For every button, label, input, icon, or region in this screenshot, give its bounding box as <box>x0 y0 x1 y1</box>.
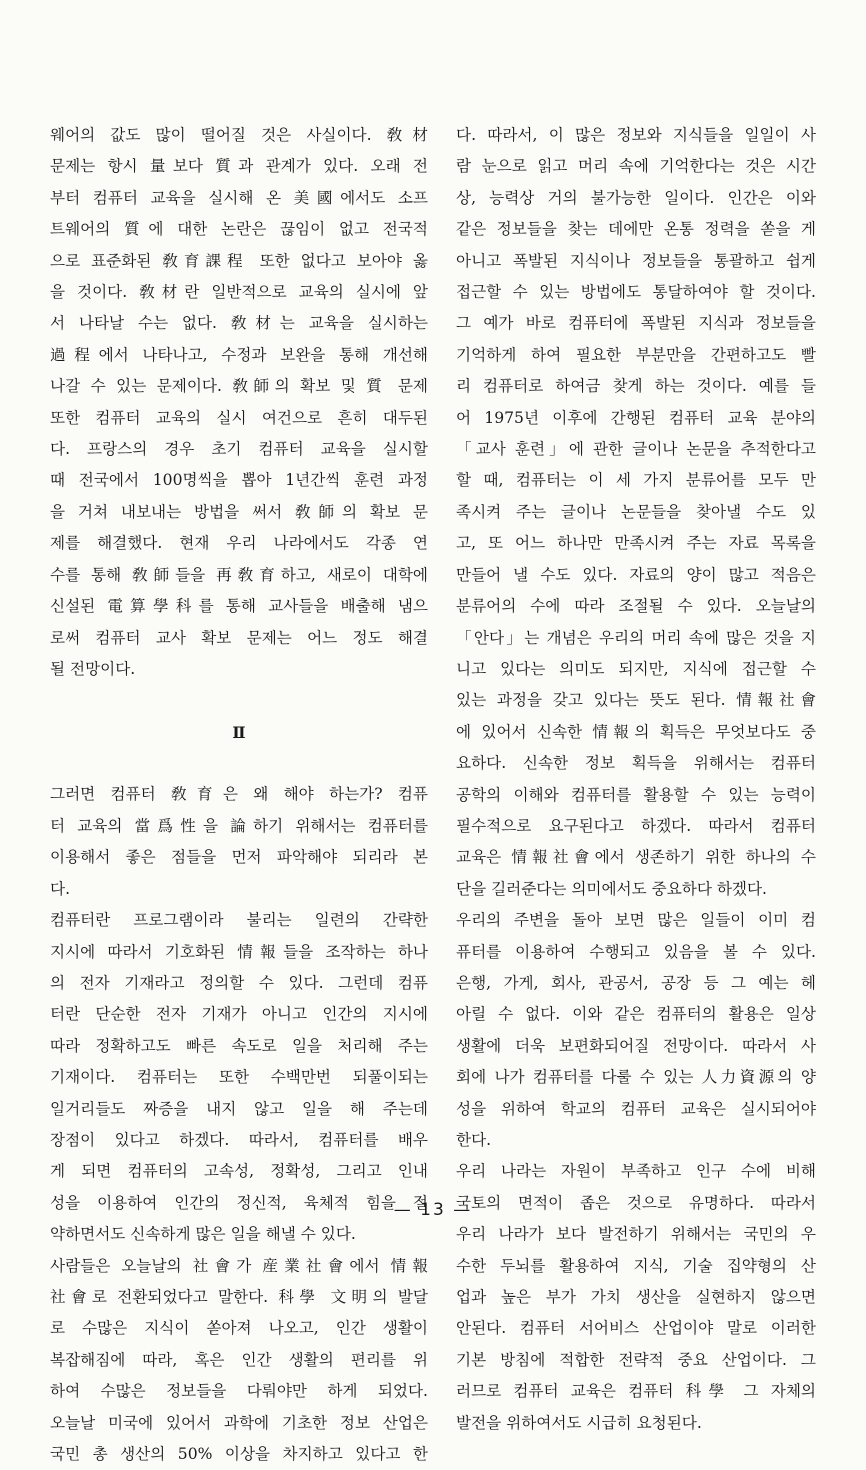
paragraph <box>50 120 428 685</box>
text-line: 분류어의 수에 따라 조절될 수 있다. 오늘날의 <box>456 597 816 616</box>
text-line: 의 전자 기재라고 정의할 수 있다. 그런데 컴퓨 <box>50 973 428 992</box>
text-line: 문제는 항시 量보다 質과 관계가 있다. 오래 전 <box>50 157 428 176</box>
text-line: 만들어 낼 수도 있다. 자료의 양이 많고 적음은 <box>456 565 816 584</box>
text-line: 社會로 전환되었다고 말한다. 科學 文明의 발달 <box>50 1287 428 1306</box>
text-line: 업과 높은 부가 가치 생산을 실현하지 않으면 <box>456 1288 816 1307</box>
text-line: 過程에서 나타나고, 수정과 보완을 통해 개선해 <box>50 345 428 364</box>
text-line: 회에 나가 컴퓨터를 다룰 수 있는 人力資源의 양 <box>456 1068 816 1087</box>
text-line: 교육은 情報社會에서 생존하기 위한 하나의 수 <box>456 848 816 867</box>
text-line: 신설된 電算學科를 통해 교사들을 배출해 냄으 <box>50 597 428 616</box>
text-line: 성을 이용하여 인간의 정신적, 육체적 힘을 절 <box>50 1193 428 1212</box>
page-number: — 13 — <box>393 1200 473 1220</box>
text-line: 때 전국에서 100명씩을 뽑아 1년간씩 훈련 과정 <box>50 471 428 490</box>
text-line: 다. 따라서, 이 많은 정보와 지식들을 일일이 사 <box>456 126 816 144</box>
text-line: 사람들은 오늘날의 社會가 産業社會에서 情報 <box>50 1256 428 1275</box>
text-line: 서 나타날 수는 없다. 敎材는 교육을 실시하는 <box>50 314 428 333</box>
text-line: 지시에 따라서 기호화된 情報들을 조작하는 하나 <box>50 942 428 961</box>
text-line: 접근할 수 있는 방법에도 통달하여야 할 것이다. <box>456 283 816 302</box>
text-line: 같은 정보들을 찾는 데에만 온통 정력을 쏟을 게 <box>456 220 816 239</box>
right-column <box>456 120 816 1439</box>
text-line: 「안다」는 개념은 우리의 머리 속에 많은 것을 지 <box>456 628 816 647</box>
text-line: 나갈 수 있는 문제이다. 敎師의 확보 및 質 문제 <box>50 377 428 396</box>
text-line: 공학의 이해와 컴퓨터를 활용할 수 있는 능력이 <box>456 785 816 804</box>
text-line: 한다. <box>456 1131 492 1149</box>
text-line: 아릴 수 없다. 이와 같은 컴퓨터의 활용은 일상 <box>456 1005 816 1024</box>
text-line: 국민 총 생산의 50% 이상을 차지하고 있다고 한 <box>50 1445 428 1464</box>
text-line: 수한 두뇌를 활용하여 지식, 기술 집약형의 산 <box>456 1256 816 1275</box>
text-line: 게 되면 컴퓨터의 고속성, 정확성, 그리고 인내 <box>50 1162 428 1181</box>
text-line: 복잡해짐에 따라, 혹은 인간 생활의 편리를 위 <box>50 1350 428 1369</box>
text-line: 일거리들도 짜증을 내지 않고 일을 해 주는데 <box>50 1099 428 1118</box>
text-line: 기재이다. 컴퓨터는 또한 수백만번 되풀이되는 <box>50 1068 428 1087</box>
text-line: 터란 단순한 전자 기재가 아니고 인간의 지시에 <box>50 1005 428 1024</box>
left-column <box>50 120 428 1470</box>
text-line: 리 컴퓨터로 하여금 찾게 하는 것이다. 예를 들 <box>456 377 816 396</box>
text-line: 수를 통해 敎師들을 再敎育하고, 새로이 대학에 <box>50 565 428 584</box>
paragraph <box>50 905 428 1250</box>
section-heading: Ⅱ <box>232 722 246 742</box>
spacer <box>50 685 428 716</box>
text-line: 기억하게 하여 필요한 부분만을 간편하고도 빨 <box>456 345 816 364</box>
text-line: 발전을 위하여서도 시급히 요청된다. <box>456 1413 702 1432</box>
text-line: 상, 능력상 거의 불가능한 일이다. 인간은 이와 <box>456 188 816 207</box>
text-line: 러므로 컴퓨터 교육은 컴퓨터 科學 그 자체의 <box>456 1382 816 1401</box>
text-line: 으로 표준화된 敎育課程 또한 없다고 보아야 옳 <box>50 251 428 270</box>
text-line: 로써 컴퓨터 교사 확보 문제는 어느 정도 해결 <box>50 628 428 647</box>
text-line: 웨어의 값도 많이 떨어질 것은 사실이다. 敎材 <box>50 126 428 144</box>
text-line: 에 있어서 신속한 情報의 획득은 무엇보다도 중 <box>456 722 816 741</box>
text-line: 니고 있다는 의미도 되지만, 지식에 접근할 수 <box>456 659 816 678</box>
text-line: 생활에 더욱 보편화되어질 전망이다. 따라서 사 <box>456 1036 816 1055</box>
text-line: 국토의 면적이 좁은 것으로 유명하다. 따라서 <box>456 1193 816 1212</box>
spacer <box>50 748 428 779</box>
text-line: 따라 정확하고도 빠른 속도로 일을 처리해 주는 <box>50 1036 428 1055</box>
text-line: 요하다. 신속한 정보 획득을 위해서는 컴퓨터 <box>456 754 816 773</box>
text-line: 우리 나라가 보다 발전하기 위해서는 국민의 우 <box>456 1225 816 1244</box>
text-line: 그 예가 바로 컴퓨터에 폭발된 지식과 정보들을 <box>456 314 816 333</box>
text-line: 아니고 폭발된 지식이나 정보들을 통괄하고 쉽게 <box>456 251 816 270</box>
text-line: 기본 방침에 적합한 전략적 중요 산업이다. 그 <box>456 1350 816 1369</box>
text-line: 약하면서도 신속하게 많은 일을 해낼 수 있다. <box>50 1225 356 1244</box>
text-line: 족시켜 주는 글이나 논문들을 찾아낼 수도 있 <box>456 502 816 521</box>
text-line: 우리 나라는 자원이 부족하고 인구 수에 비해 <box>456 1162 816 1181</box>
text-line: 퓨터를 이용하여 수행되고 있음을 볼 수 있다. <box>456 942 816 961</box>
text-line: 컴퓨터란 프로그램이라 불리는 일련의 간략한 <box>50 911 428 930</box>
text-line: 을 거쳐 내보내는 방법을 써서 敎師의 확보 문 <box>50 502 428 521</box>
text-line: 로 수많은 지식이 쏟아져 나오고, 인간 생활이 <box>50 1319 428 1338</box>
text-line: 또한 컴퓨터 교육의 실시 여건으로 흔히 대두된 <box>50 408 428 427</box>
text-line: 은행, 가게, 회사, 관공서, 공장 등 그 예는 헤 <box>456 973 816 992</box>
paragraph <box>456 120 816 905</box>
text-line: 그러면 컴퓨터 敎育은 왜 해야 하는가? 컴퓨 <box>50 785 428 804</box>
text-line: 오늘날 미국에 있어서 과학에 기초한 정보 산업은 <box>50 1413 428 1432</box>
text-line: 성을 위하여 학교의 컴퓨터 교육은 실시되어야 <box>456 1099 816 1118</box>
paragraph <box>50 779 428 905</box>
text-line: 을 것이다. 敎材란 일반적으로 교육의 실시에 앞 <box>50 283 428 302</box>
text-line: 될 전망이다. <box>50 659 136 678</box>
text-line: 트웨어의 質에 대한 논란은 끊임이 없고 전국적 <box>50 220 428 239</box>
paragraph <box>50 1251 428 1470</box>
text-line: 다. <box>50 879 71 898</box>
text-line: 이용해서 좋은 점들을 먼저 파악해야 되리라 본 <box>50 848 428 867</box>
paragraph <box>456 1156 816 1439</box>
text-line: 「교사 훈련」에 관한 글이나 논문을 추적한다고 <box>456 440 816 459</box>
text-line: 필수적으로 요구된다고 하겠다. 따라서 컴퓨터 <box>456 816 816 835</box>
text-line: 어 1975년 이후에 간행된 컴퓨터 교육 분야의 <box>456 408 816 427</box>
paragraph <box>456 905 816 1156</box>
text-line: 다. 프랑스의 경우 초기 컴퓨터 교육을 실시할 <box>50 440 428 459</box>
text-line: 단을 길러준다는 의미에서도 중요하다 하겠다. <box>456 879 767 898</box>
text-line: 고, 또 어느 하나만 만족시켜 주는 자료 목록을 <box>456 534 816 553</box>
text-line: 있는 과정을 갖고 있다는 뜻도 된다. 情報社會 <box>456 691 816 710</box>
text-line: 안된다. 컴퓨터 서어비스 산업이야 말로 이러한 <box>456 1319 816 1338</box>
text-line: 제를 해결했다. 현재 우리 나라에서도 각종 연 <box>50 534 428 553</box>
text-line: 부터 컴퓨터 교육을 실시해 온 美國에서도 소프 <box>50 188 428 207</box>
text-line: 터 교육의 當爲性을 論하기 위해서는 컴퓨터를 <box>50 816 428 835</box>
text-line: 하여 수많은 정보들을 다뤄야만 하게 되었다. <box>50 1382 428 1401</box>
text-line: 우리의 주변을 돌아 보면 많은 일들이 이미 컴 <box>456 911 816 930</box>
text-line: 장점이 있다고 하겠다. 따라서, 컴퓨터를 배우 <box>50 1130 428 1149</box>
text-line: 할 때, 컴퓨터는 이 세 가지 분류어를 모두 만 <box>456 471 816 490</box>
text-line: 람 눈으로 읽고 머리 속에 기억한다는 것은 시간 <box>456 157 816 176</box>
